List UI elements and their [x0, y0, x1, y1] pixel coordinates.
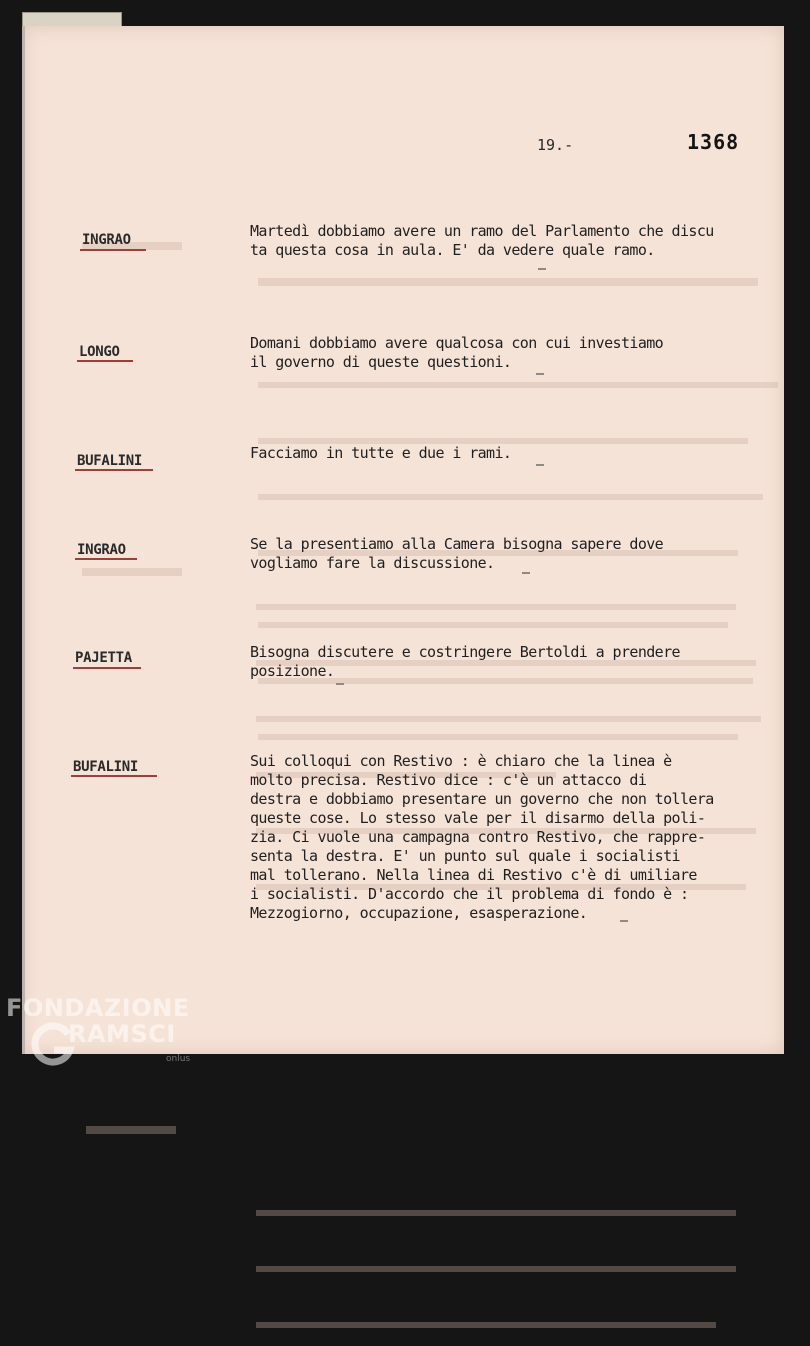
speech-text: [250, 643, 780, 681]
page-edge: [22, 26, 25, 1054]
type-mark: [536, 373, 544, 375]
speaker-underline: [80, 249, 146, 251]
speaker-name: INGRAO: [77, 542, 126, 558]
speech-line: i socialisti. D'accordo che il problema di fondo è :: [250, 885, 689, 903]
speech-line: Domani dobbiamo avere qualcosa con cui investiamo: [250, 334, 664, 352]
speech-line: Se la presentiamo alla Camera bisogna sapere dove: [250, 535, 664, 553]
speech-line: queste cose. Lo stesso vale per il disarmo della poli-: [250, 809, 706, 827]
type-mark: [538, 268, 546, 270]
speech-line: destra e dobbiamo presentare un governo che non tollera: [250, 790, 714, 808]
speaker-name: BUFALINI: [77, 453, 143, 469]
speech-text: [250, 535, 780, 573]
watermark-line-1: FONDAZIONE: [6, 994, 190, 1022]
speech-line: Mezzogiorno, occupazione, esasperazione.: [250, 904, 588, 922]
speech-line: molto precisa. Restivo dice : c'è un attacco di: [250, 771, 647, 789]
speech-line: Sui colloqui con Restivo : è chiaro che la linea è: [250, 752, 672, 770]
speech-line: senta la destra. E' un punto sul quale i socialisti: [250, 847, 680, 865]
speaker-name: BUFALINI: [73, 759, 139, 775]
watermark-line-2: RAMSCI: [68, 1020, 176, 1048]
speech-text: [250, 222, 780, 260]
type-mark: [536, 464, 544, 466]
speech-text: [250, 444, 780, 463]
watermark-suffix: onlus: [166, 1054, 191, 1064]
speech-line: posizione.: [250, 662, 335, 680]
speaker-underline: [77, 360, 133, 362]
speaker-name: LONGO: [79, 344, 120, 360]
type-mark: [522, 572, 530, 574]
type-mark: [620, 920, 628, 922]
speech-line: ta questa cosa in aula. E' da vedere quale ramo.: [250, 241, 655, 259]
speech-line: il governo di queste questioni.: [250, 353, 512, 371]
speech-text: [250, 334, 780, 372]
speech-line: mal tollerano. Nella linea di Restivo c'è di umiliare: [250, 866, 697, 884]
speech-line: Bisogna discutere e costringere Bertoldi a prendere: [250, 643, 680, 661]
speaker-name: PAJETTA: [75, 650, 132, 666]
speaker-underline: [75, 469, 153, 471]
speech-line: zia. Ci vuole una campagna contro Restivo, che rappre-: [250, 828, 706, 846]
page-reference-number: 1368: [687, 130, 740, 154]
speech-line: vogliamo fare la discussione.: [250, 554, 495, 572]
speaker-underline: [71, 775, 157, 777]
speech-line: Facciamo in tutte e due i rami.: [250, 444, 512, 462]
type-mark: [336, 683, 344, 685]
page-number: 19.-: [537, 136, 574, 154]
speaker-name: INGRAO: [82, 232, 131, 248]
speech-text: [250, 752, 780, 923]
speaker-underline: [73, 667, 141, 669]
speaker-underline: [75, 558, 137, 560]
speech-line: Martedì dobbiamo avere un ramo del Parlamento che discu: [250, 222, 714, 240]
watermark: [6, 994, 196, 1074]
